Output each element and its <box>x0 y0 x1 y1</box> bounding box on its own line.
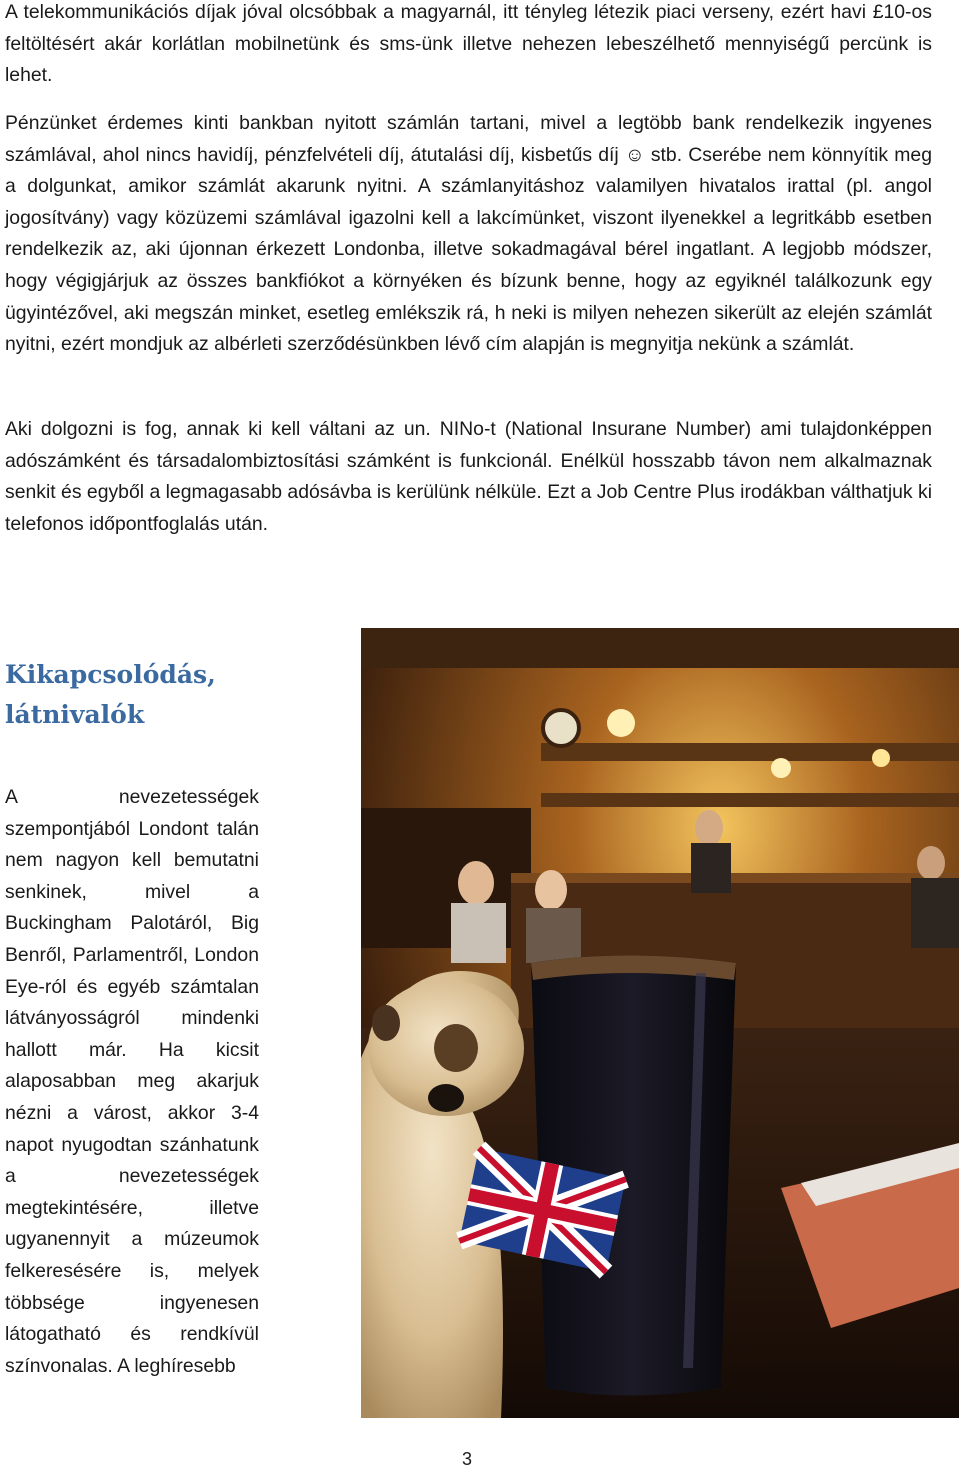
person <box>911 878 959 948</box>
paragraph-nino: Aki dolgozni is fog, annak ki kell váltani az un. NINo-t (National Insurane Number) ami tulajdonképpen adószámként és társadalombiztosítási számként is funkcionál. Enélkül hosszabb távon nem alkalmaznak senkit és egyből a legmagasabb adósávba is kerülünk nélküle. Ezt a Job Centre Plus irodákban válthatjuk ki telefonos időpontfoglalás után. <box>5 418 932 535</box>
person <box>458 861 494 905</box>
paragraph-banking: Pénzünket érdemes kinti bankban nyitott számlán tartani, mivel a legtöbb bank rendelkezik ingyenes számlával, ahol nincs havidíj, pénzfelvételi díj, átutalási díj, kisbetűs díj ☺ stb. Cserébe nem könnyítik meg a dolgunkat, amikor számlát akarunk nyitni. A számlanyitáshoz valamilyen hivatalos irattal (pl. angol jogosítvány) vagy közüzemi számlával igazolni kell a lakcímünket, viszont ilyenekkel a legritkább esetben rendelkezik az, aki újonnan érkezett Londonba, illetve sokadmagával bérel ingatlant. A legjobb módszer, hogy végigjárjuk az összes bankfiókot a környéken és bízunk benne, hogy az egyiknél találkozunk egy ügyintézővel, aki megszán minket, esetleg emlékszik rá, h neki is milyen nehezen sikerült az elején számlát nyitni, ezért mondjuk az albérleti szerződésünkben lévő cím alapján is megnyitja nekünk a számlát. <box>5 112 932 356</box>
meerkat-nose <box>428 1084 464 1112</box>
person <box>695 810 723 846</box>
lamp <box>607 709 635 737</box>
bar-shelf <box>541 743 959 761</box>
person <box>535 870 567 910</box>
page-number: 3 <box>462 1449 473 1469</box>
wall-clock <box>543 710 579 746</box>
lamp <box>771 758 791 778</box>
bar-shelf <box>541 793 959 807</box>
bar-counter-top <box>511 873 959 883</box>
person <box>526 908 581 963</box>
person <box>691 843 731 893</box>
paragraph-telecom: A telekommunikációs díjak jóval olcsóbbak a magyarnál, itt tényleg létezik piaci verseny, ezért havi £10-os feltöltésért akár korlátlan mobilnetünk és sms-ünk illetve nehezen lebeszélhető mennyiségű percünk is lehet. <box>5 1 932 87</box>
pub-photo-meerkat-with-beer <box>361 628 959 1418</box>
back-wall-beam <box>361 628 959 668</box>
meerkat-ear <box>372 1005 400 1041</box>
person <box>917 846 945 880</box>
person <box>451 903 506 963</box>
meerkat-eye-patch <box>434 1024 478 1072</box>
section-heading: Kikapcsolódás, látnivalók <box>5 660 216 729</box>
lamp <box>872 749 890 767</box>
section-body-text: A nevezetességek szempontjából Londont talán nem nagyon kell bemutatni senkinek, mivel a Buckingham Palotáról, Big Benről, Parlamentről, London Eye-ról és egyéb számtalan látványosságról mindenki hallott már. Ha kicsit alaposabban meg akarjuk nézni a várost, akkor 3-4 napot nyugodtan szánhatunk a nevezetességek megtekintésére, illetve ugyanennyit a múzeumok felkeresésére is, melyek többsége ingyenesen látogatható és rendkívül színvonalas. A leghíresebb <box>5 786 259 1377</box>
